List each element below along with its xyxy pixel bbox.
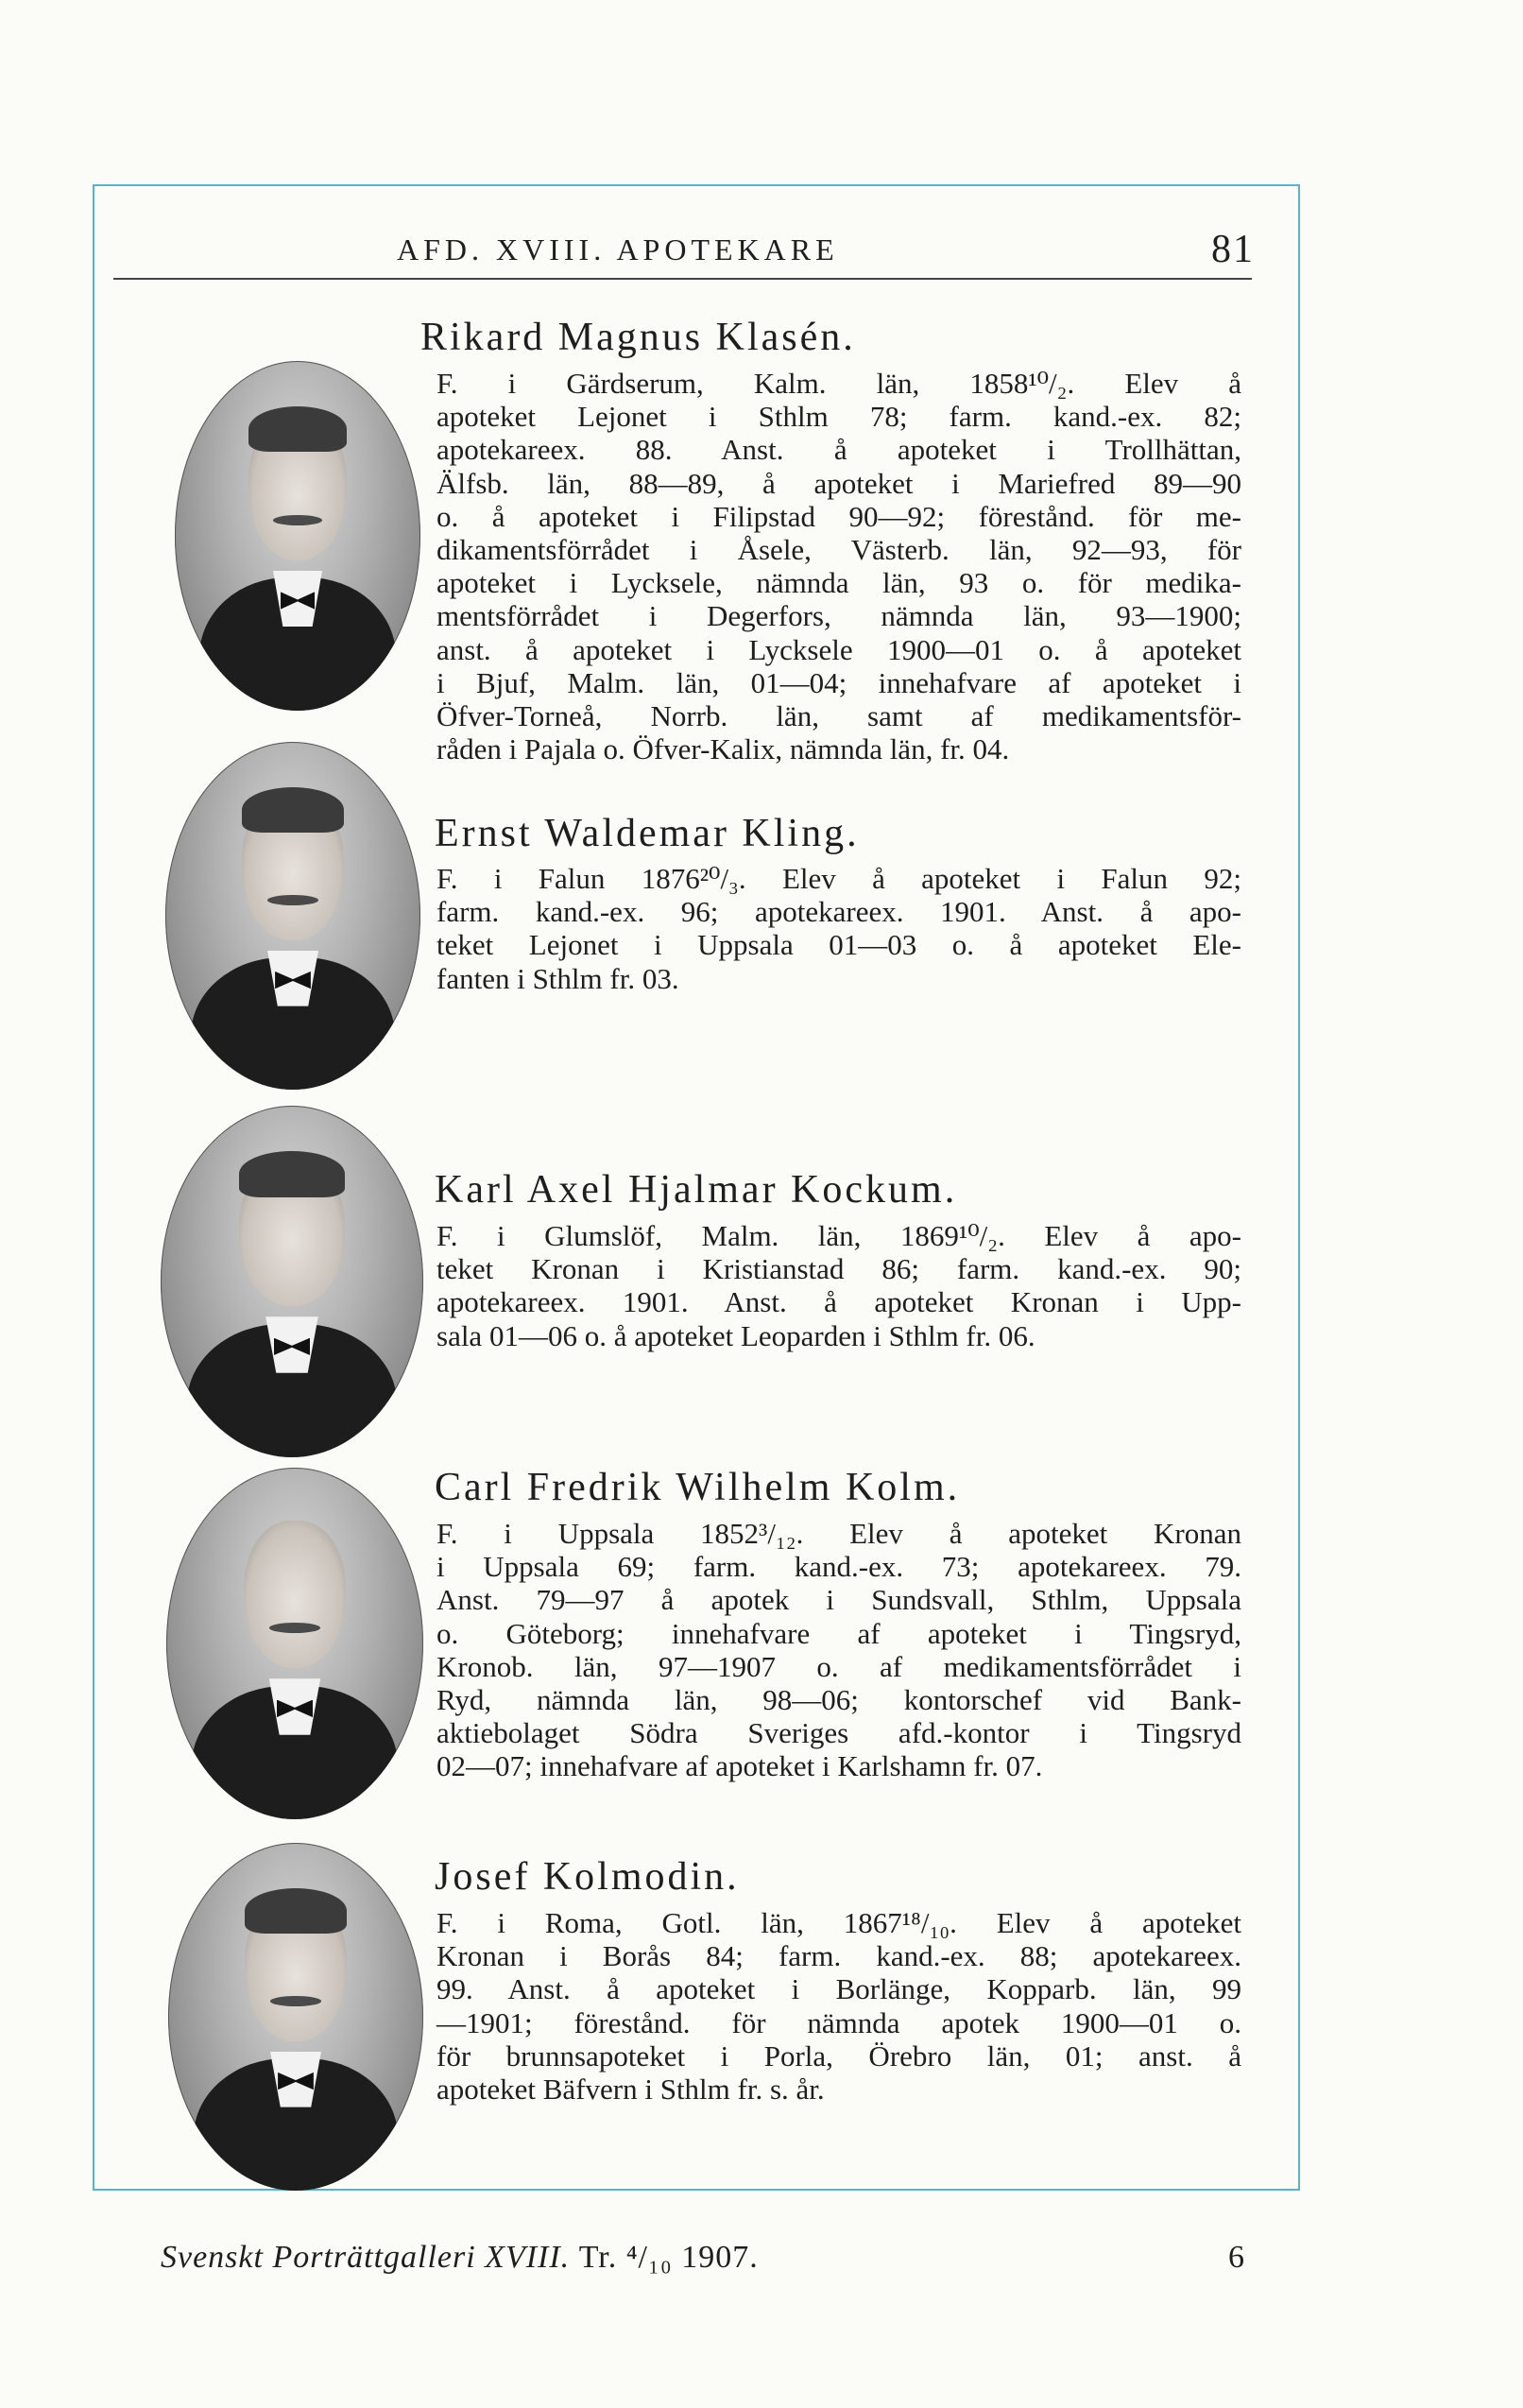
page-number: 81: [1211, 228, 1255, 271]
entry-bio: [436, 367, 1241, 765]
bio-line: apotekareex. 88. Anst. å apoteket i Trollhättan,: [436, 433, 1241, 467]
portrait-photo: [165, 742, 420, 1090]
running-header: [397, 227, 1255, 284]
bio-line: Kronob. län, 97—1907 o. af medikamentsförrådet i: [436, 1649, 1241, 1683]
bio-line: i Bjuf, Malm. län, 01—04; innehafvare af apoteket i: [436, 665, 1241, 699]
entry-name: Ernst Waldemar Kling.: [435, 812, 860, 855]
entry-bio: [436, 1219, 1241, 1352]
portrait-photo: [166, 1468, 423, 1819]
bio-line: —1901; förestånd. för nämnda apotek 1900—01 o.: [436, 2005, 1241, 2039]
bio-line: Öfver-Torneå, Norrb. län, samt af medikamentsför-: [436, 699, 1241, 733]
bio-line: teket Kronan i Kristianstad 86; farm. kand.-ex. 90;: [436, 1252, 1241, 1286]
entry-bio: [436, 862, 1241, 995]
bio-line: F. i Uppsala 1852³/₁₂. Elev å apoteket Kronan: [436, 1517, 1241, 1550]
bio-line: teket Lejonet i Uppsala 01—03 o. å apoteket Ele-: [436, 928, 1241, 962]
bio-line: mentsförrådet i Degerfors, nämnda län, 93—1900;: [436, 599, 1241, 633]
bio-line: råden i Pajala o. Öfver-Kalix, nämnda län, fr. 04.: [436, 732, 1010, 766]
bio-line: Anst. 79—97 å apotek i Sundsvall, Sthlm, Uppsala: [436, 1583, 1241, 1617]
entry-bio: [436, 1517, 1241, 1783]
bio-line: apoteket Bäfvern i Sthlm fr. s. år.: [436, 2073, 825, 2107]
bio-line: i Uppsala 69; farm. kand.-ex. 73; apotekareex. 79.: [436, 1550, 1241, 1584]
bio-line: F. i Falun 1876²⁰/₃. Elev å apoteket i Falun 92;: [436, 862, 1241, 895]
bio-line: farm. kand.-ex. 96; apotekareex. 1901. Anst. å apo-: [436, 895, 1241, 929]
bio-line: 99. Anst. å apoteket i Borlänge, Kopparb. län, 99: [436, 1972, 1241, 2006]
bio-line: F. i Gärdserum, Kalm. län, 1858¹⁰/₂. Elev å: [436, 367, 1241, 400]
footer-publication: [161, 2240, 759, 2276]
bio-line: Älfsb. län, 88—89, å apoteket i Mariefred 89—90: [436, 466, 1241, 500]
section-title: AFD. XVIII. APOTEKARE: [397, 232, 839, 267]
entry-name: Carl Fredrik Wilhelm Kolm.: [435, 1466, 961, 1509]
bio-line: F. i Roma, Gotl. län, 1867¹⁸/₁₀. Elev å apoteket: [436, 1906, 1241, 1939]
bio-line: fanten i Sthlm fr. 03.: [436, 961, 679, 995]
portrait-photo: [168, 1843, 423, 2191]
bio-line: aktiebolaget Södra Sveriges afd.-kontor i Tingsryd: [436, 1716, 1241, 1750]
bio-line: F. i Glumslöf, Malm. län, 1869¹⁰/₂. Elev å apo-: [436, 1219, 1241, 1252]
header-rule: [113, 278, 1252, 280]
portrait-photo: [175, 361, 420, 711]
bio-line: apoteket i Lycksele, nämnda län, 93 o. för medika-: [436, 566, 1241, 600]
bio-line: 02—07; innehafvare af apoteket i Karlshamn fr. 07.: [436, 1749, 1043, 1783]
entry-name: Josef Kolmodin.: [435, 1855, 740, 1899]
bio-line: dikamentsförrådet i Åsele, Västerb. län, 92—93, för: [436, 533, 1241, 567]
bio-line: o. Göteborg; innehafvare af apoteket i Tingsryd,: [436, 1616, 1241, 1650]
entry-name: Karl Axel Hjalmar Kockum.: [435, 1168, 958, 1212]
bio-line: Ryd, nämnda län, 98—06; kontorschef vid Bank-: [436, 1683, 1241, 1717]
bio-line: anst. å apoteket i Lycksele 1900—01 o. å apoteket: [436, 632, 1241, 666]
issue-date: Tr. ⁴/₁₀ 1907.: [578, 2240, 759, 2275]
entry-bio: [436, 1906, 1241, 2106]
bio-line: Kronan i Borås 84; farm. kand.-ex. 88; apotekareex.: [436, 1939, 1241, 1973]
signature-mark: 6: [1228, 2240, 1244, 2275]
bio-line: för brunnsapoteket i Porla, Örebro län, 01; anst. å: [436, 2038, 1241, 2073]
bio-line: sala 01—06 o. å apoteket Leoparden i Sthlm fr. 06.: [436, 1318, 1035, 1352]
publication-title: Svenskt Porträttgalleri XVIII.: [161, 2240, 571, 2275]
entry-name: Rikard Magnus Klasén.: [420, 316, 856, 359]
bio-line: apoteket Lejonet i Sthlm 78; farm. kand.-ex. 82;: [436, 400, 1241, 434]
bio-line: o. å apoteket i Filipstad 90—92; förestånd. för me-: [436, 499, 1241, 533]
bio-line: apotekareex. 1901. Anst. å apoteket Kronan i Upp-: [436, 1285, 1241, 1319]
portrait-photo: [161, 1106, 423, 1457]
